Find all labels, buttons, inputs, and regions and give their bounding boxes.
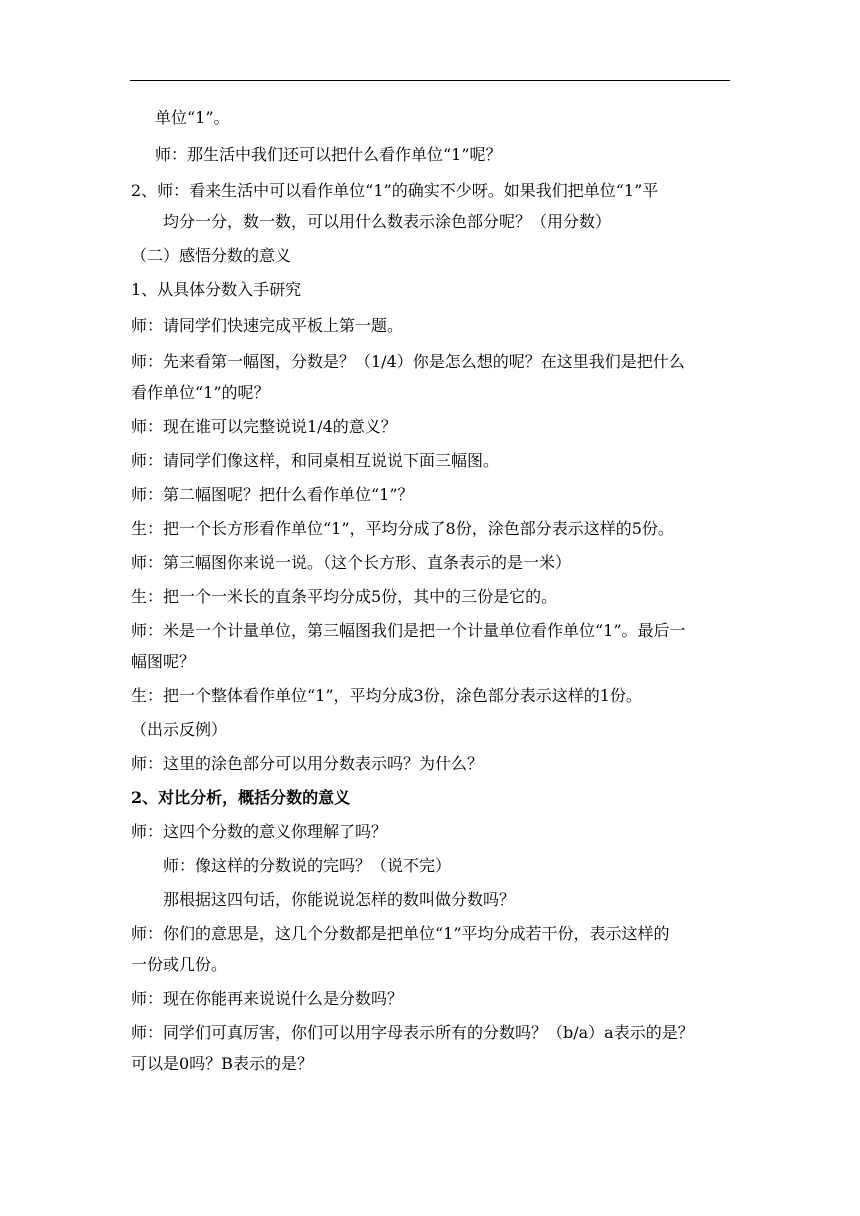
text-line: 一份或几份。 bbox=[131, 955, 228, 974]
text-line: 师：像这样的分数说的完吗？（说不完） bbox=[163, 856, 452, 875]
text-line: 师：请同学们快速完成平板上第一题。 bbox=[131, 316, 404, 335]
text-line: 均分一分，数一数，可以用什么数表示涂色部分呢？（用分数） bbox=[163, 212, 612, 231]
text-line: 师：同学们可真厉害，你们可以用字母表示所有的分数吗？（b/a）a表示的是？ bbox=[131, 1023, 694, 1042]
text-line: 师：请同学们像这样，和同桌相互说说下面三幅图。 bbox=[131, 451, 500, 470]
text-line: 师：米是一个计量单位，第三幅图我们是把一个计量单位看作单位“1”。最后一 bbox=[131, 621, 686, 640]
text-line: 幅图呢？ bbox=[131, 652, 196, 671]
text-line: 生：把一个一米长的直条平均分成5份，其中的三份是它的。 bbox=[131, 587, 558, 606]
text-line: 师：先来看第一幅图，分数是？（1/4）你是怎么想的呢？在这里我们是把什么 bbox=[131, 352, 685, 371]
text-line: 看作单位“1”的呢？ bbox=[131, 383, 270, 402]
text-line: 生：把一个整体看作单位“1”，平均分成3份，涂色部分表示这样的1份。 bbox=[131, 686, 642, 705]
text-line: 师：现在你能再来说说什么是分数吗？ bbox=[131, 989, 404, 1008]
text-line: 师：这四个分数的意义你理解了吗？ bbox=[131, 822, 388, 841]
text-line: 师：第三幅图你来说一说。（这个长方形、直条表示的是一米） bbox=[131, 553, 572, 572]
text-line: 生：把一个长方形看作单位“1”，平均分成了8份，涂色部分表示这样的5份。 bbox=[131, 519, 674, 538]
section-heading: （二）感悟分数的意义 bbox=[131, 246, 292, 265]
text-line: （出示反例） bbox=[131, 720, 228, 739]
text-line: 2、师：看来生活中可以看作单位“1”的确实不少呀。如果我们把单位“1”平 bbox=[131, 181, 659, 200]
header-rule bbox=[130, 80, 730, 81]
text-line: 单位“1”。 bbox=[155, 108, 230, 127]
text-line: 那根据这四句话，你能说说怎样的数叫做分数吗？ bbox=[163, 890, 516, 909]
text-line: 师：你们的意思是，这几个分数都是把单位“1”平均分成若干份，表示这样的 bbox=[131, 924, 670, 943]
text-line: 师：这里的涂色部分可以用分数表示吗？为什么？ bbox=[131, 754, 484, 773]
text-line: 师：那生活中我们还可以把什么看作单位“1”呢？ bbox=[155, 145, 502, 164]
text-line: 师：现在谁可以完整说说1/4的意义？ bbox=[131, 417, 397, 436]
subsection-heading: 1、从具体分数入手研究 bbox=[131, 280, 302, 299]
text-line: 师：第二幅图呢？把什么看作单位“1”？ bbox=[131, 485, 414, 504]
text-line: 可以是0吗？B表示的是？ bbox=[131, 1054, 313, 1073]
subsection-heading: 2、对比分析，概括分数的意义 bbox=[131, 788, 351, 807]
